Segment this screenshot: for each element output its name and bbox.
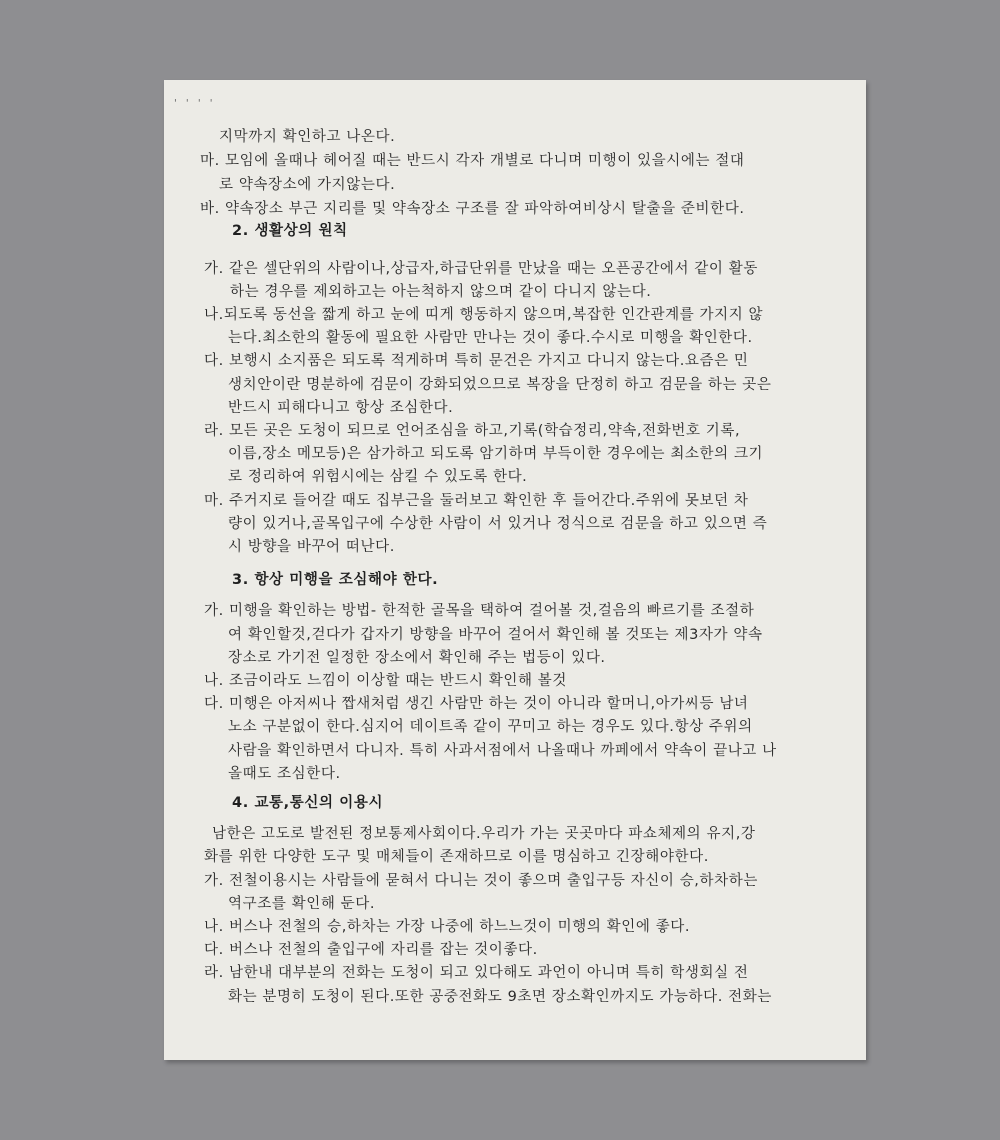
section-heading: 2. 생활상의 원칙: [232, 223, 348, 239]
text-line: 장소로 가기전 일정한 장소에서 확인해 주는 법등이 있다.: [228, 650, 606, 666]
text-line: 가. 같은 셀단위의 사람이나,상급자,하급단위를 만났을 때는 오픈공간에서 같이 활동: [204, 261, 758, 277]
text-line: 량이 있거나,골목입구에 수상한 사람이 서 있거나 정식으로 검문을 하고 있으면 즉: [228, 516, 768, 532]
text-line: 나.되도록 동선을 짧게 하고 눈에 띠게 행동하지 않으며,복잡한 인간관계를 가지지 않: [204, 307, 764, 323]
section-heading: 3. 항상 미행을 조심해야 한다.: [232, 572, 439, 588]
text-line: 지막까지 확인하고 나온다.: [219, 129, 396, 145]
text-line: 나. 버스나 전철의 승,하차는 가장 나중에 하느느것이 미행의 확인에 좋다.: [204, 919, 691, 935]
text-line: 라. 남한내 대부분의 전화는 도청이 되고 있다해도 과언이 아니며 특히 학생회실 전: [204, 965, 749, 981]
text-line: 화를 위한 다양한 도구 및 매체들이 존재하므로 이를 명심하고 긴장해야한다.: [204, 849, 709, 865]
text-line: 반드시 피해다니고 항상 조심한다.: [228, 400, 454, 416]
text-line: 다. 보행시 소지품은 되도록 적게하며 특히 문건은 가지고 다니지 않는다.요즘은 민: [204, 353, 749, 369]
text-line: 생치안이란 명분하에 검문이 강화되었으므로 복장을 단정히 하고 검문을 하는 곳은: [228, 377, 772, 393]
text-line: 로 정리하여 위험시에는 삼킬 수 있도록 한다.: [228, 469, 528, 485]
text-line: 화는 분명히 도청이 된다.또한 공중전화도 9초면 장소확인까지도 가능하다. 전화는: [228, 989, 772, 1005]
text-line: 다. 미행은 아저씨나 짭새처럼 생긴 사람만 하는 것이 아니라 할머니,아가씨등 남녀: [204, 696, 749, 712]
page-corner-mark: ' ' ' ': [174, 98, 216, 109]
text-line: 다. 버스나 전철의 출입구에 자리를 잡는 것이좋다.: [204, 942, 538, 958]
text-line: 가. 전철이용시는 사람들에 묻혀서 다니는 것이 좋으며 출입구등 자신이 승,하차하는: [204, 873, 758, 889]
document-page: [164, 80, 866, 1060]
text-line: 역구조를 확인해 둔다.: [228, 896, 376, 912]
text-line: 올때도 조심한다.: [228, 766, 341, 782]
text-line: 여 확인할것,걷다가 갑자기 방향을 바꾸어 걸어서 확인해 볼 것또는 제3자가 약속: [228, 627, 763, 643]
text-line: 마. 모임에 올때나 헤어질 때는 반드시 각자 개별로 다니며 미행이 있을시에는 절대: [200, 153, 745, 169]
text-line: 마. 주거지로 들어갈 때도 집부근을 둘러보고 확인한 후 들어간다.주위에 못보던 차: [204, 493, 749, 509]
section-heading: 4. 교통,통신의 이용시: [232, 795, 384, 811]
text-line: 로 약속장소에 가지않는다.: [219, 177, 396, 193]
text-line: 노소 구분없이 한다.심지어 데이트족 같이 꾸미고 하는 경우도 있다.항상 주위의: [228, 719, 753, 735]
text-line: 는다.최소한의 활동에 필요한 사람만 만나는 것이 좋다.수시로 미행을 확인한다.: [228, 330, 753, 346]
text-line: 남한은 고도로 발전된 정보통제사회이다.우리가 가는 곳곳마다 파쇼체제의 유지,강: [212, 826, 756, 842]
text-line: 나. 조금이라도 느낌이 이상할 때는 반드시 확인해 볼것: [204, 673, 568, 689]
text-line: 사람을 확인하면서 다니자. 특히 사과서점에서 나올때나 까페에서 약속이 끝나고 나: [228, 743, 777, 759]
text-line: 하는 경우를 제외하고는 아는척하지 않으며 같이 다니지 않는다.: [230, 284, 652, 300]
text-line: 라. 모든 곳은 도청이 되므로 언어조심을 하고,기록(학습정리,약속,전화번호 기록,: [204, 423, 741, 439]
text-line: 이름,장소 메모등)은 삼가하고 되도록 암기하며 부득이한 경우에는 최소한의 크기: [228, 446, 764, 462]
text-line: 가. 미행을 확인하는 방법- 한적한 골목을 택하여 걸어볼 것,걸음의 빠르기를 조절하: [204, 603, 755, 619]
text-line: 바. 약속장소 부근 지리를 및 약속장소 구조를 잘 파악하여비상시 탈출을 준비한다.: [200, 201, 745, 217]
text-line: 시 방향을 바꾸어 떠난다.: [228, 539, 395, 555]
